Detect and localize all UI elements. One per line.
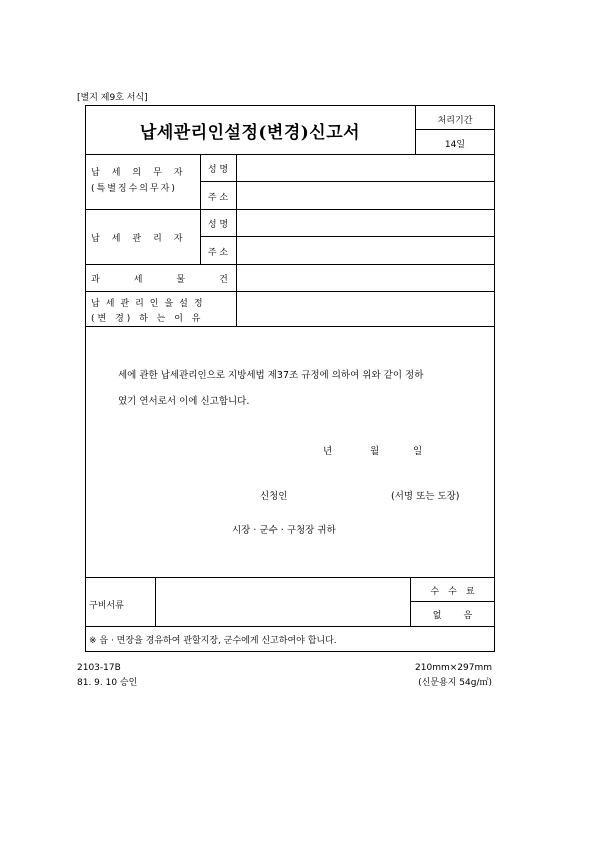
form-code: 2103-17B xyxy=(77,663,121,673)
manager-address-field[interactable] xyxy=(237,237,494,264)
applicant-label: 신청인 xyxy=(260,491,288,502)
required-documents-field[interactable] xyxy=(156,578,409,626)
statement-line-2: 였기 연서로서 이에 신고합니다. xyxy=(118,396,250,407)
reason-label: 납세관리인을설정 xyxy=(91,299,209,309)
manager-address-label: 주 소 xyxy=(207,248,229,258)
tax-manager-label: 납세관리자 xyxy=(91,234,195,244)
required-documents-label: 구비서류 xyxy=(89,601,124,611)
withholding-agent-label: (특별징수의무자) xyxy=(91,184,177,194)
recipient: 시장 · 군수 · 구청장 귀하 xyxy=(232,525,336,536)
reason-label-2: (변 경) 하 는 이 유 xyxy=(91,314,204,324)
approval-date: 81. 9. 10 승인 xyxy=(77,678,138,688)
processing-period-value: 14일 xyxy=(444,140,466,150)
fee-label: 수수료 xyxy=(430,587,484,597)
taxpayer-label: 납세의무자 xyxy=(91,168,195,178)
date-month: 월 xyxy=(370,446,380,457)
manager-name-field[interactable] xyxy=(237,210,494,236)
note: ※ 읍 · 면장을 경유하여 관할지장, 군수에게 신고하여야 합니다. xyxy=(89,636,337,646)
paper-size: 210mm×297mm xyxy=(415,663,492,673)
reason-field[interactable] xyxy=(237,292,494,326)
date-day: 일 xyxy=(413,446,423,457)
manager-name-label: 성 명 xyxy=(207,220,229,230)
taxpayer-name-label: 성 명 xyxy=(207,165,229,175)
fee-value: 없음 xyxy=(432,611,495,621)
taxpayer-address-label: 주 소 xyxy=(207,193,229,203)
form-label: [별지 제9호 서식] xyxy=(77,93,148,103)
tax-item-label: 과세물건 xyxy=(91,275,262,285)
form-title: 납세관리인설정(변경)신고서 xyxy=(139,123,361,143)
date-year: 년 xyxy=(323,446,333,457)
tax-item-field[interactable] xyxy=(237,265,494,291)
paper-type: (신문용지 54g/㎡) xyxy=(418,678,492,688)
signature-label: (서명 또는 도장) xyxy=(391,491,460,502)
taxpayer-name-field[interactable] xyxy=(237,155,494,181)
statement-line-1: 세에 관한 납세관리인으로 지방세법 제37조 규정에 의하여 위와 같이 정하 xyxy=(118,370,424,381)
processing-period-label: 처리기간 xyxy=(437,116,473,126)
taxpayer-address-field[interactable] xyxy=(237,182,494,209)
